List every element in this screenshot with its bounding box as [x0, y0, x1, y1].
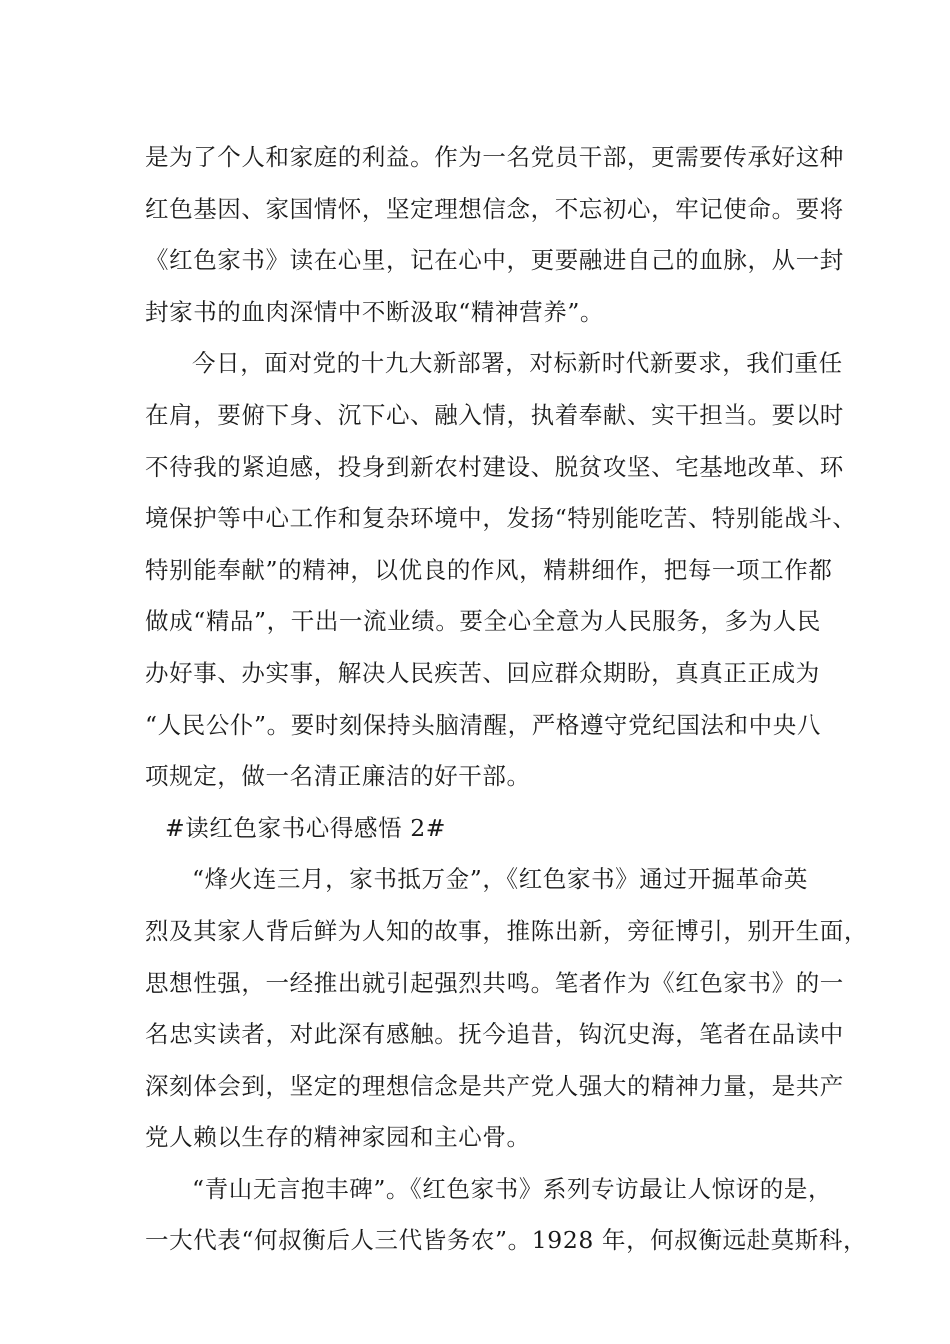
text-line: 封家书的血肉深情中不断汲取“精神营养”。: [145, 297, 605, 326]
text-line: 项规定，做一名清正廉洁的好干部。: [145, 762, 531, 791]
text-line: 在肩，要俯下身、沉下心、融入情，执着奉献、实干担当。要以时: [145, 400, 844, 429]
text-line: 深刻体会到，坚定的理想信念是共产党人强大的精神力量，是共产: [145, 1071, 844, 1100]
document-body: [145, 132, 868, 1267]
text-line: 办好事、办实事，解决人民疾苦、回应群众期盼，真真正正成为: [145, 658, 820, 687]
text-line: 今日，面对党的十九大新部署，对标新时代新要求，我们重任: [192, 349, 843, 378]
text-line: 《红色家书》读在心里，记在心中，更要融进自己的血脉，从一封: [145, 246, 844, 275]
text-line: 党人赖以生存的精神家园和主心骨。: [145, 1123, 531, 1152]
text-line: 特别能奉献”的精神，以优良的作风，精耕细作，把每一项工作都: [145, 555, 833, 584]
text-line: “青山无言抱丰碑”。《红色家书》系列专访最让人惊讶的是，: [192, 1174, 833, 1203]
section-heading-text: #读红色家书心得感悟 2#: [165, 813, 447, 842]
text-line: 不待我的紧迫感，投身到新农村建设、脱贫攻坚、宅基地改革、环: [145, 452, 844, 481]
text-line: 思想性强，一经推出就引起强烈共鸣。笔者作为《红色家书》的一: [145, 968, 844, 997]
section-heading: [145, 803, 835, 855]
text-line: 做成“精品”，干出一流业绩。要全心全意为人民服务，多为人民: [145, 607, 821, 636]
text-line: 名忠实读者，对此深有感触。抚今追昔，钩沉史海，笔者在品读中: [145, 1020, 844, 1049]
paragraph-2: [145, 338, 857, 802]
text-line: 境保护等中心工作和复杂环境中，发扬“特别能吃苦、特别能战斗、: [145, 504, 857, 533]
text-line: 红色基因、家国情怀，坚定理想信念，不忘初心，牢记使命。要将: [145, 194, 844, 223]
text-line: 一大代表“何叔衡后人三代皆务农”。1928 年，何叔衡远赴莫斯科，: [145, 1226, 868, 1255]
paragraph-3: [145, 854, 868, 1164]
text-line: “烽火连三月，家书抵万金”，《红色家书》通过开掘革命英: [192, 865, 808, 894]
text-line: 是为了个人和家庭的利益。作为一名党员干部，更需要传承好这种: [145, 143, 844, 171]
paragraph-1: [145, 132, 844, 338]
text-line: 烈及其家人背后鲜为人知的故事，推陈出新，旁征博引，别开生面，: [145, 916, 868, 945]
paragraph-4: [145, 1164, 868, 1267]
text-line: “人民公仆”。要时刻保持头脑清醒，严格遵守党纪国法和中央八: [145, 710, 821, 739]
